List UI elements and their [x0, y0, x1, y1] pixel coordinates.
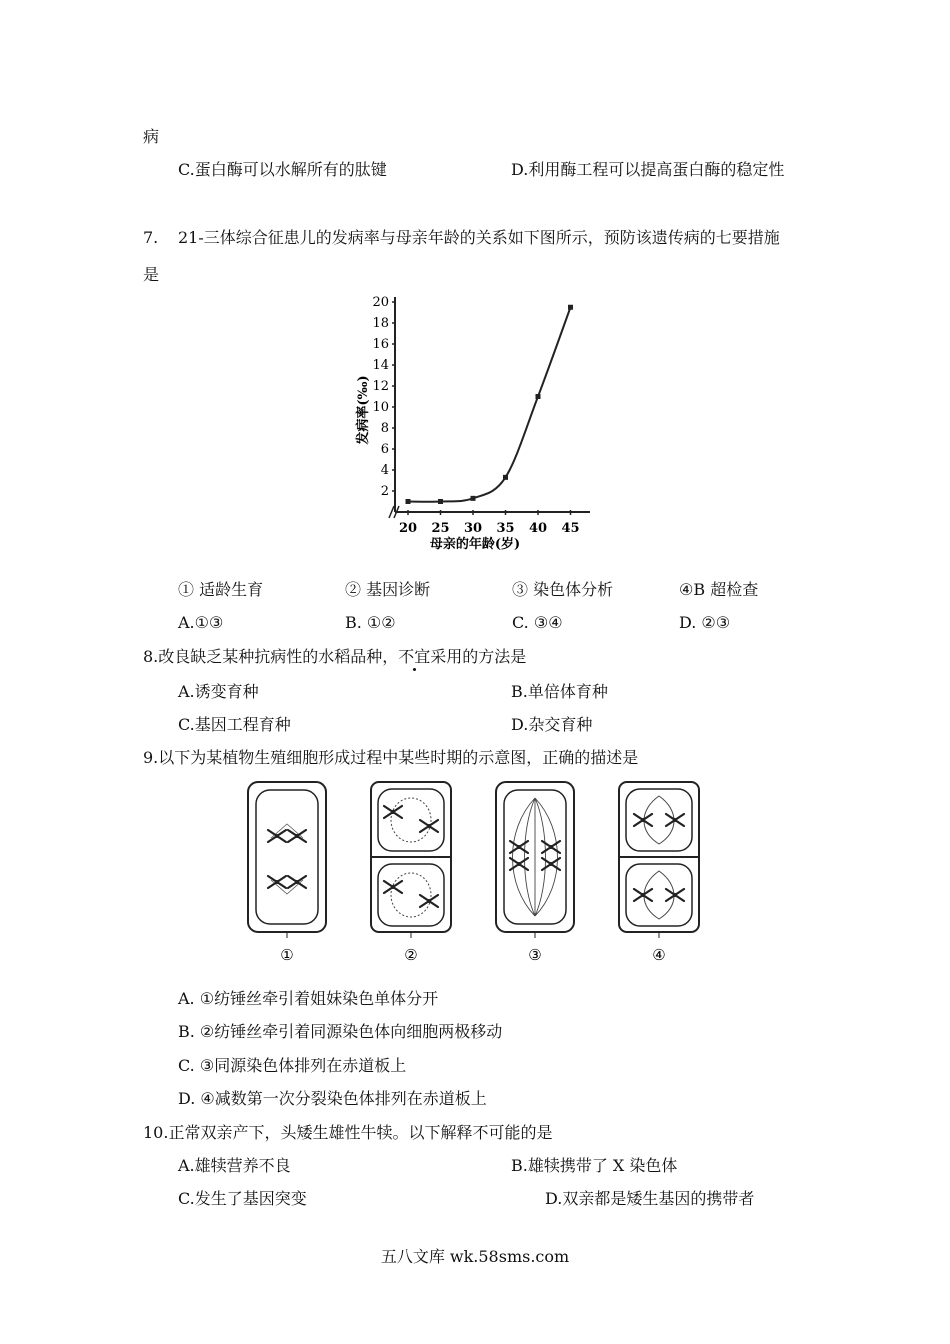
chart-x-label: 母亲的年龄(岁): [429, 537, 521, 552]
chart-y-tick-label: 2: [380, 484, 389, 499]
q8-stem-emphasis: 不宜: [398, 647, 431, 666]
chart-data-point: [568, 305, 573, 310]
q8-option-c: C.基因工程育种: [178, 715, 291, 734]
chart-y-tick-label: 4: [380, 463, 389, 478]
figure-label-3: ③: [528, 946, 542, 964]
q7-option-a: A.①③: [178, 613, 224, 632]
q9-option-d: D. ④减数第一次分裂染色体排列在赤道板上: [178, 1089, 487, 1108]
q8-option-a: A.诱变育种: [178, 682, 259, 701]
q6-option-c: C.蛋白酶可以水解所有的肽键: [178, 160, 387, 179]
chart-y-tick-label: 18: [372, 316, 389, 331]
q7-measure-3: ③ 染色体分析: [512, 580, 614, 599]
chart-y-tick-label: 14: [372, 358, 389, 373]
figure-label-ticks: [287, 932, 659, 938]
q8-stem-after: 采用的方法是: [430, 647, 527, 666]
q7-stem-line1: 21-三体综合征患儿的发病率与母亲年龄的关系如下图所示，预防该遗传病的七要措施: [178, 228, 780, 247]
chart-series-line: [408, 307, 571, 501]
footer-text: 五八文库 wk.58sms.com: [380, 1247, 570, 1266]
chart-y-tick-label: 16: [372, 337, 389, 352]
chart-y-ticks: [372, 295, 396, 499]
cell-figure-4: [619, 782, 699, 932]
chart-x-tick-label: 45: [561, 521, 580, 536]
chart-x-tick-label: 35: [496, 521, 515, 536]
chart-data-point: [471, 496, 476, 501]
q9-stem: 9.以下为某植物生殖细胞形成过程中某些时期的示意图，正确的描述是: [143, 748, 639, 767]
q10-option-a: A.雄犊营养不良: [178, 1156, 291, 1175]
chart-data-point: [536, 394, 541, 399]
q7-option-c: C. ③④: [512, 613, 563, 632]
q8-stem: [143, 647, 526, 667]
incidence-chart: [340, 290, 610, 560]
chart-y-tick-label: 12: [372, 379, 389, 394]
figure-label-1: ①: [280, 946, 294, 964]
q9-option-c: C. ③同源染色体排列在赤道板上: [178, 1056, 407, 1075]
q9-option-b: B. ②纺锤丝牵引着同源染色体向细胞两极移动: [178, 1022, 503, 1041]
q8-option-d: D.杂交育种: [511, 715, 593, 734]
chart-axes: [389, 297, 590, 518]
q7-option-b: B. ①②: [345, 613, 396, 632]
q7-option-d: D. ②③: [679, 613, 731, 632]
q6-option-d: D.利用酶工程可以提高蛋白酶的稳定性: [511, 160, 785, 179]
q7-measure-4: ④B 超检查: [679, 580, 759, 599]
q9-option-a: A. ①纺锤丝牵引着姐妹染色单体分开: [178, 989, 439, 1008]
chart-y-tick-label: 8: [380, 421, 389, 436]
chart-series: [406, 305, 574, 504]
chart-x-tick-label: 30: [463, 521, 483, 536]
figure-label-2: ②: [404, 946, 418, 964]
q10-option-b: B.雄犊携带了 X 染色体: [511, 1156, 678, 1175]
q8-option-b: B.单倍体育种: [511, 682, 608, 701]
q10-stem: 10.正常双亲产下，头矮生雄性牛犊。以下解释不可能的是: [143, 1123, 553, 1142]
cell-division-figure: [243, 780, 713, 970]
chart-y-tick-label: 10: [372, 400, 389, 415]
q7-measure-1: ① 适龄生育: [178, 580, 264, 599]
chart-x-tick-label: 25: [431, 521, 450, 536]
chart-x-tick-label: 40: [528, 521, 548, 536]
cell-figure-2: [371, 782, 451, 932]
q8-stem-before: 8.改良缺乏某种抗病性的水稻品种，: [143, 647, 399, 666]
chart-data-point: [503, 475, 508, 480]
q7-measure-2: ② 基因诊断: [345, 580, 431, 599]
chart-y-tick-label: 6: [380, 442, 389, 457]
q7-stem-line2: 是: [143, 265, 160, 284]
q7-number: 7.: [143, 228, 159, 247]
chart-x-tick-label: 20: [398, 521, 418, 536]
figure-label-4: ④: [652, 946, 666, 964]
chart-y-label: 发病率(‰): [356, 375, 371, 445]
q6-continuation: 病: [143, 127, 160, 146]
cell-figure-1: [248, 782, 326, 932]
q10-option-d: D.双亲都是矮生基因的携带者: [545, 1189, 755, 1208]
chart-y-tick-label: 20: [372, 295, 389, 310]
chart-data-point: [406, 499, 411, 504]
q10-option-c: C.发生了基因突变: [178, 1189, 307, 1208]
chart-x-ticks: [399, 510, 580, 536]
chart-data-point: [438, 499, 443, 504]
cell-figure-3: [496, 782, 574, 932]
